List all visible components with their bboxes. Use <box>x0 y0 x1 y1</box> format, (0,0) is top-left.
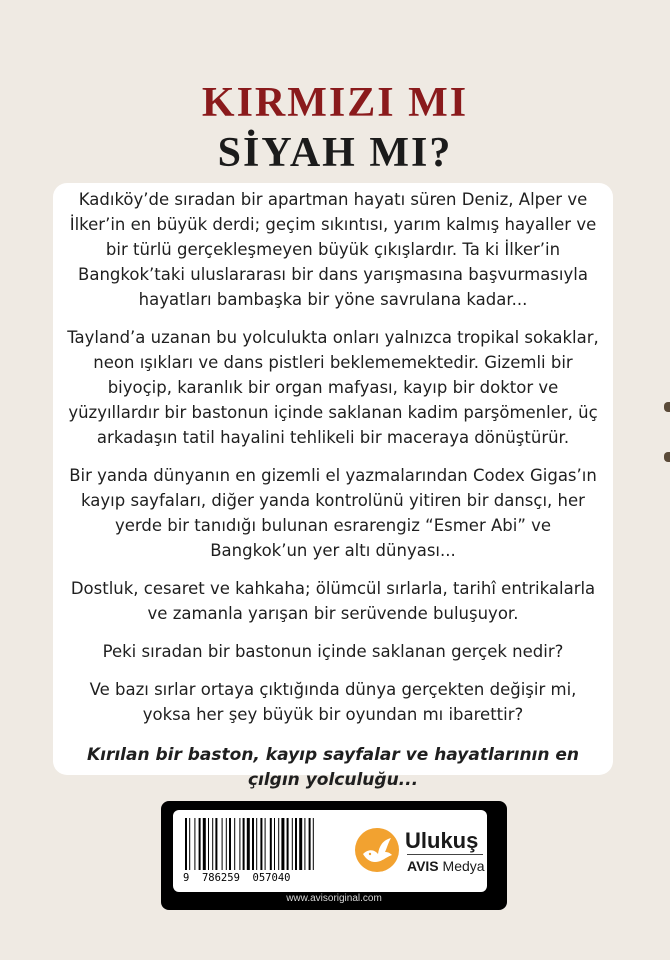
blurb-box <box>53 183 613 790</box>
blurb-paragraph-1: Kadıköy’de sıradan bir apartman hayatı süren Deniz, Alper ve İlker’in en büyük derdi; geçim sıkıntısı, yarım kalmış hayaller ve bir türlü gerçekleşmeyen büyük çıkışlardır. Ta ki İlker’in Bangkok’taki uluslararası bir dans yarışmasına başvurmasıyla hayatları bambaşka bir yöne savrulana kadar... <box>69 190 597 309</box>
blurb-paragraph-5: Peki sıradan bir bastonun içinde saklanan gerçek nedir? <box>102 642 564 661</box>
blurb-closing-line: Kırılan bir baston, kayıp sayfalar ve hayatlarının en çılgın yolculuğu... <box>86 745 580 790</box>
barcode-box <box>173 810 487 892</box>
brand-divider <box>407 854 483 855</box>
publisher-website: www.avisoriginal.com <box>286 893 382 904</box>
blurb-paragraph-3: Bir yanda dünyanın en gizemli el yazmalarından Codex Gigas’ın kayıp sayfaları, diğer yanda kontrolünü yitiren bir dansçı, her yerde bir tanıdığı bulunan esrarengiz “Esmer Abi” ve Bangkok’un yer altı dünyası... <box>69 466 597 560</box>
publisher-name-bold: AVIS <box>407 858 439 874</box>
footer-panel <box>161 801 507 910</box>
blurb-paragraph-6: Ve bazı sırlar ortaya çıktığında dünya gerçekten değişir mi, yoksa her şey büyük bir oyundan mı ibarettir? <box>89 680 577 724</box>
brand-name: Ulukuş <box>405 828 479 853</box>
edge-decoration <box>664 402 670 412</box>
edge-decoration <box>664 452 670 462</box>
title-line-red: KIRMIZI MI <box>201 80 469 126</box>
title-line-dark: SİYAH MI? <box>217 130 453 176</box>
publisher-logo <box>355 828 399 872</box>
blurb-paragraph-2: Tayland’a uzanan bu yolculukta onları yalnızca tropikal sokaklar, neon ışıkları ve dans pistleri beklememektedir. Gizemli bir biyoçip, karanlık bir organ mafyası, kayıp bir doktor ve yüzyıllardır bir bastonun içinde saklanan kadim parşömenler, üç arkadaşın tatil hayalini tehlikeli bir maceraya dönüştürür. <box>67 328 599 447</box>
publisher-name <box>407 858 485 874</box>
blurb-paragraph-4: Dostluk, cesaret ve kahkaha; ölümcül sırlarla, tarihî entrikalarla ve zamanla yarışan bir serüvende buluşuyor. <box>70 579 596 623</box>
white-dove-icon <box>355 828 399 872</box>
publisher-name-regular: Medya <box>438 858 485 874</box>
barcode <box>183 818 341 872</box>
isbn-digits: 9 786259 057040 <box>183 872 291 884</box>
